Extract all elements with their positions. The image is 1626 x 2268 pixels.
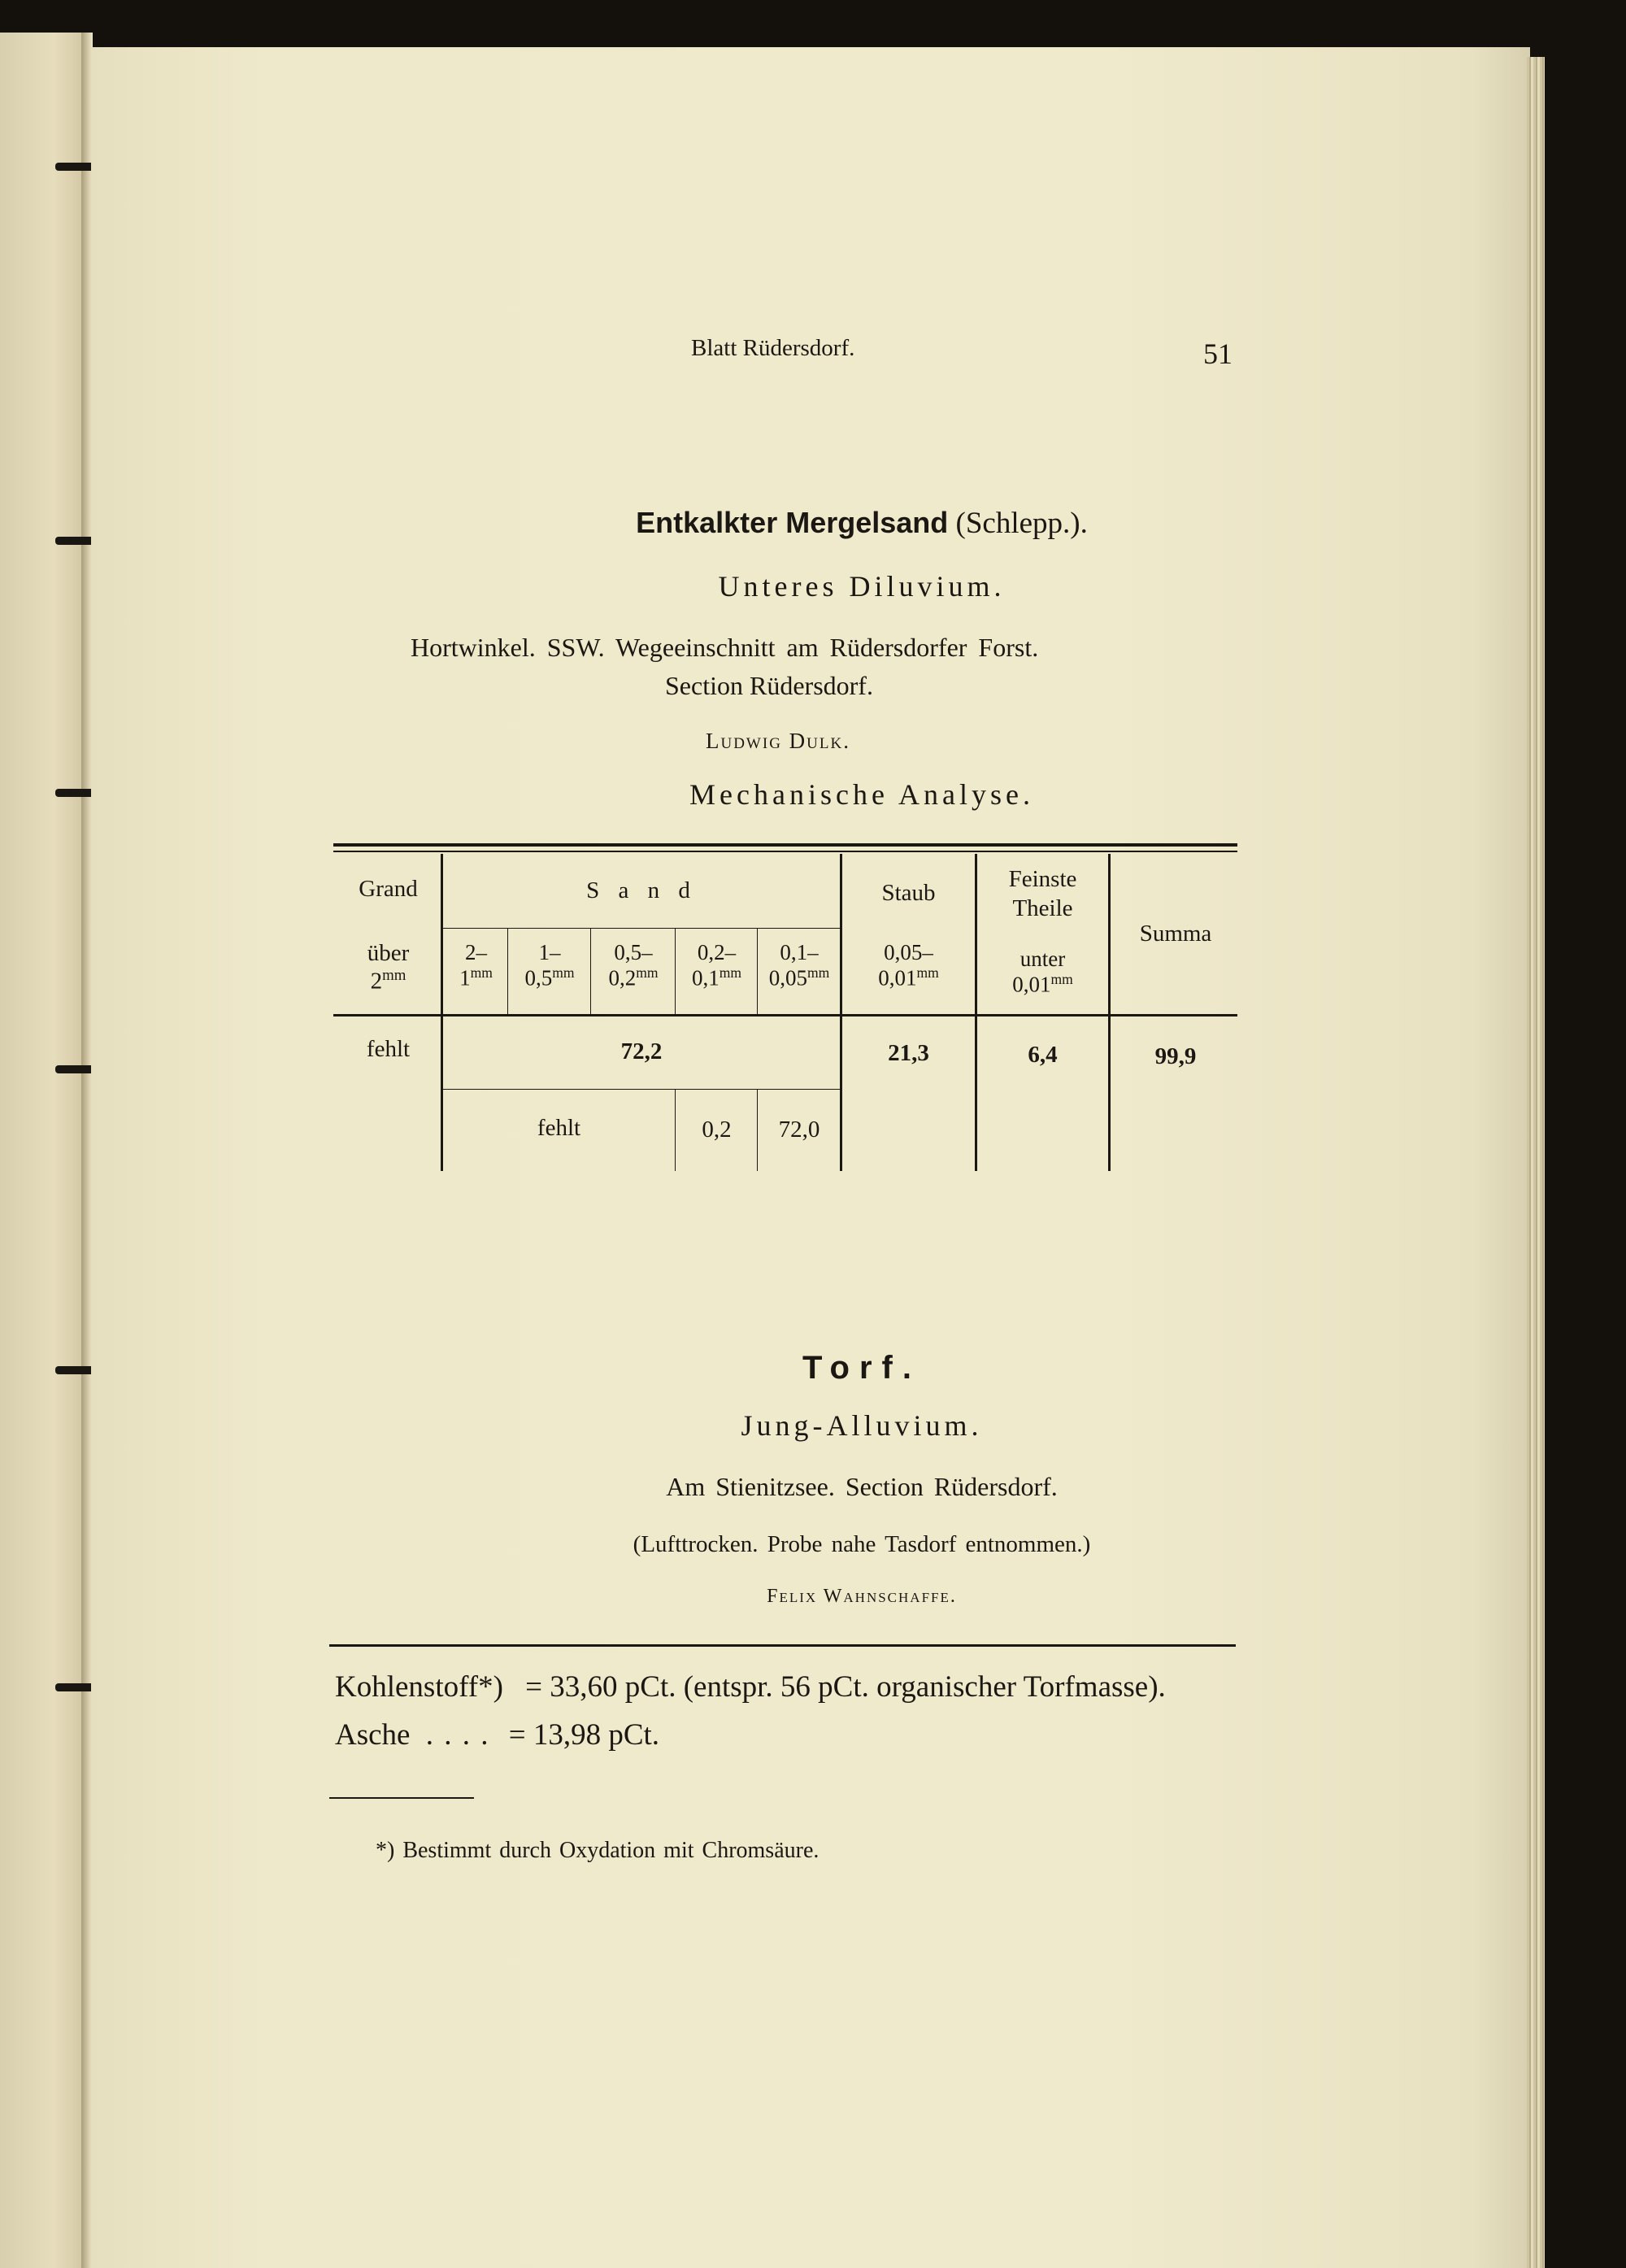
sand-sub-divider [757,928,758,1014]
sand-detail-rule [443,1089,840,1090]
value-sand-total: 72,2 [620,1038,663,1064]
value-sand-col5: 72,0 [778,1117,820,1143]
sand-sub-divider [590,928,591,1014]
section-title-note: (Schlepp.). [955,507,1088,540]
result-row-asche [335,1717,659,1752]
sand-detail-divider [675,1089,676,1171]
result-label: Asche [335,1718,411,1752]
sand-col-4: 0,2– $0,1^{mm}$ [691,940,742,990]
col-divider [1108,854,1111,1171]
table-top-rule [333,843,1237,847]
sand-detail-divider [757,1089,758,1171]
value-feinste: 6,4 [1028,1042,1058,1068]
sand-col-3: 0,5– $0,2^{mm}$ [608,940,659,990]
header-theile: Theile [1012,895,1073,921]
results-rule [329,1644,1236,1647]
location-line: Hortwinkel. SSW. Wegeeinschnitt am Rüdersdorfer Forst. [411,633,1039,662]
result-row-kohlenstoff [335,1669,1166,1704]
sand-sub-divider [675,928,676,1014]
analysis-title: Mechanische Analyse. [689,778,1034,811]
sand-col-5: 0,1– $0,05^{mm}$ [768,940,830,990]
section-title-main: Entkalkter Mergelsand [636,506,949,539]
section-title [325,506,1398,541]
sand-col-2: 1– $0,5^{mm}$ [524,940,575,990]
header-staub: Staub [881,880,936,906]
sand-sub-divider [507,928,508,1014]
torf-note: (Lufttrocken. Probe nahe Tasdorf entnommen.) [633,1531,1091,1557]
location-section: Section Rüdersdorf. [665,671,873,700]
table-header-rule [333,1014,1237,1016]
value-staub: 21,3 [888,1040,929,1066]
footnote-rule [329,1797,474,1799]
page-edges [1527,57,1545,2268]
running-header: Blatt Rüdersdorf. [691,335,855,361]
left-page-edge [0,33,89,2268]
value-summa: 99,9 [1154,1043,1197,1069]
torf-subtitle: Jung-Alluvium. [741,1409,983,1442]
feinste-range: unter $0,01^{mm}$ [1012,947,1073,997]
header-summa: Summa [1139,921,1212,947]
torf-location: Am Stienitzsee. Section Rüdersdorf. [666,1472,1058,1501]
page-number: 51 [1203,337,1233,370]
header-sand: S a n d [586,877,697,903]
value-sand-col4: 0,2 [702,1117,732,1143]
author: Ludwig Dulk. [706,729,850,753]
result-value: = 13,98 pCt. [508,1718,660,1752]
value-sand-fehlt: fehlt [537,1115,581,1141]
header-feinste: Feinste [1008,866,1077,892]
result-label: Kohlenstoff*) [335,1670,503,1704]
staub-range: 0,05– $0,01^{mm}$ [878,940,939,990]
header-grand: Grand [359,876,418,902]
subheader-grand-size: $2^{mm}$ [370,967,406,995]
footnote: *) Bestimmt durch Oxydation mit Chromsäure. [376,1838,820,1863]
subheader-grand-over: über [367,940,410,966]
sand-sub-rule [443,928,840,929]
section-subtitle: Unteres Diluvium. [718,570,1006,603]
table-top-rule-thin [333,851,1237,852]
result-value: = 33,60 pCt. (entspr. 56 pCt. organischer Torfmasse). [525,1670,1166,1704]
value-grand: fehlt [366,1036,411,1062]
torf-title: Torf. [802,1350,921,1386]
result-dots: . . . . [425,1718,490,1752]
sand-col-1: 2– $1^{mm}$ [459,940,493,990]
book-page [91,47,1530,2268]
torf-author: Felix Wahnschaffe. [767,1586,957,1607]
